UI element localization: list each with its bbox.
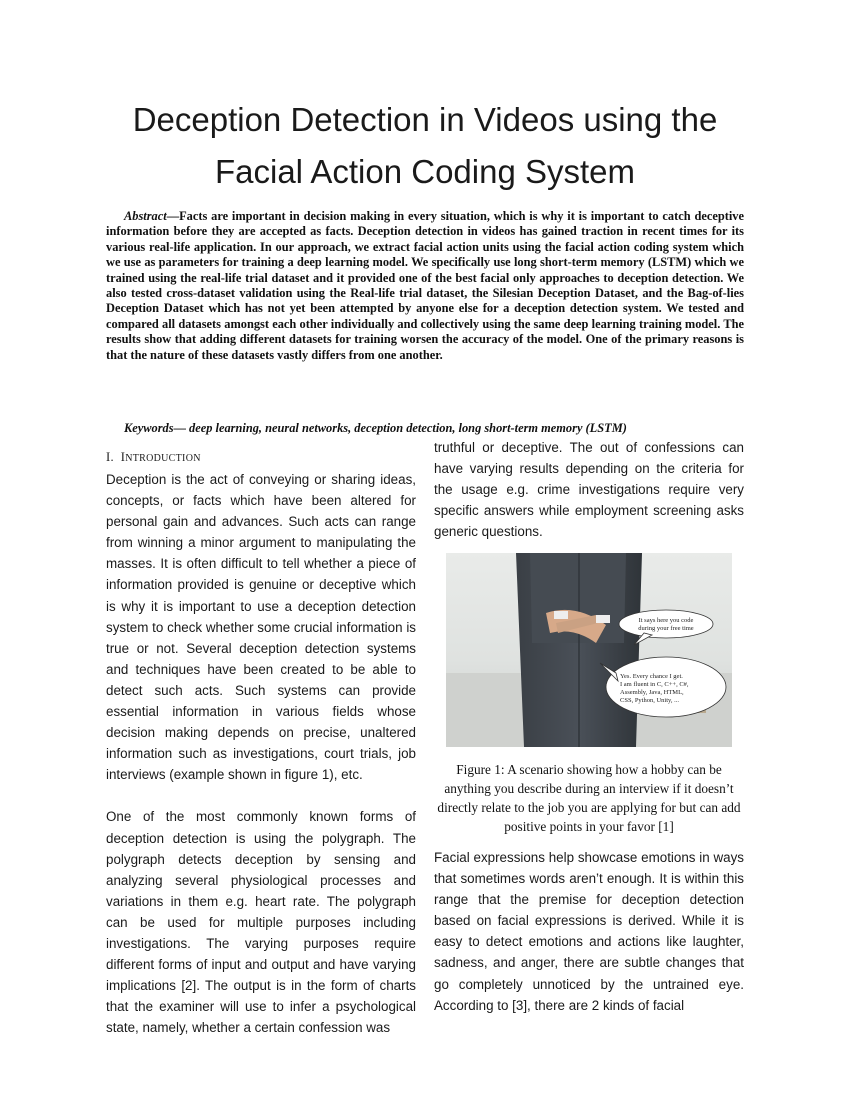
intro-paragraph-4: Facial expressions help showcase emotions in ways that sometimes words aren’t enough. It is within this range that the premise for deception detection based on facial expressions is derived. While it is easy to detect emotions and actions like laughter, sadness, and anger, there are subtle changes that go completely unnoticed by the untrained eye. According to [3], there are 2 kinds of facial — [434, 850, 744, 1013]
figure-1-image — [446, 553, 732, 747]
right-column-top — [434, 437, 744, 542]
paper-title — [60, 94, 790, 198]
bubble-1-line-1: It says here you code — [638, 617, 694, 624]
keywords: Keywords— deep learning, neural networks, deception detection, long short-term memory (LSTM) — [124, 421, 627, 435]
abstract-label: Abstract — [124, 209, 167, 223]
section-number: I. — [106, 450, 114, 464]
intro-paragraph-2: One of the most commonly known forms of deception detection is using the polygraph. The polygraph detects deception by sensing and analyzing several physiological processes and variations in them e.g. heart rate. The polygraph can be used for multiple purposes including investigations. The varying purposes require different forms of input and output and have varying implications [2]. The output is in the form of charts that the examiner will use to infer a psychological state, namely, whether a certain confession was — [106, 809, 416, 1036]
title-line-2: Facial Action Coding System — [214, 153, 636, 190]
section-rest: NTRODUCTION — [125, 453, 201, 464]
bubble-2-line-3: Assembly, Java, HTML, — [620, 689, 684, 696]
bubble-2-line-1: Yes. Every chance I get. — [620, 673, 683, 680]
section-heading-introduction — [106, 447, 416, 469]
figure-1-caption: Figure 1: A scenario showing how a hobby can be anything you describe during an interview if it doesn’t directly relate to the job you are applying for but can add positive points in your favor [1] — [437, 762, 741, 834]
bubble-1-line-2: during your free time — [638, 625, 694, 632]
left-column — [106, 447, 416, 1038]
abstract-text: —Facts are important in decision making in every situation, which is why it is important to catch deceptive information before they are accepted as facts. Deception detection in videos has gained traction in recent times for its various real-life application. In our approach, we extract facial action units using the facial action coding system which we use as parameters for training a deep learning model. We specifically use long short-term memory (LSTM) which we trained using the real-life trial dataset and it provided one of the best facial only approaches to deception detection. We also tested cross-dataset validation using the Real-life trial dataset, the Silesian Deception Dataset, and the Bag-of-lies Deception Dataset which has not yet been attempted by anyone else for a deception detection system. We tested and compared all datasets amongst each other individually and collectively using the same deep learning training model. The results show that adding different datasets for training worsen the accuracy of the model. One of the primary reasons is that the nature of these datasets vastly differs from one another. — [106, 209, 744, 362]
abstract — [106, 209, 744, 363]
bubble-2-line-2: I am fluent in C, C++, C#, — [620, 681, 689, 688]
title-line-1: Deception Detection in Videos using the — [132, 101, 718, 138]
intro-paragraph-3: truthful or deceptive. The out of confessions can have varying results depending on the criteria for the usage e.g. crime investigations require very specific answers while employment screening asks generic questions. — [434, 440, 744, 540]
intro-paragraph-1: Deception is the act of conveying or sharing ideas, concepts, or facts which have been altered for personal gain and advances. Such acts can range from winning a minor argument to manipulating the masses. It is often difficult to tell whether a piece of information provided is genuine or deceptive which is why it is important to use a deception detection system to check whether some crucial information is true or not. Several deception detection systems and techniques have been created to be able to detect such acts. Such systems can provide essential information in various fields whose decision making depends on precise, unaltered information such as investigations, court trials, job interviews (example shown in figure 1), etc. — [106, 472, 416, 783]
right-column-bottom — [434, 847, 744, 1016]
bubble-2-line-4: CSS, Python, Unity, ... — [620, 697, 679, 704]
section-first-letter: I — [120, 450, 126, 464]
